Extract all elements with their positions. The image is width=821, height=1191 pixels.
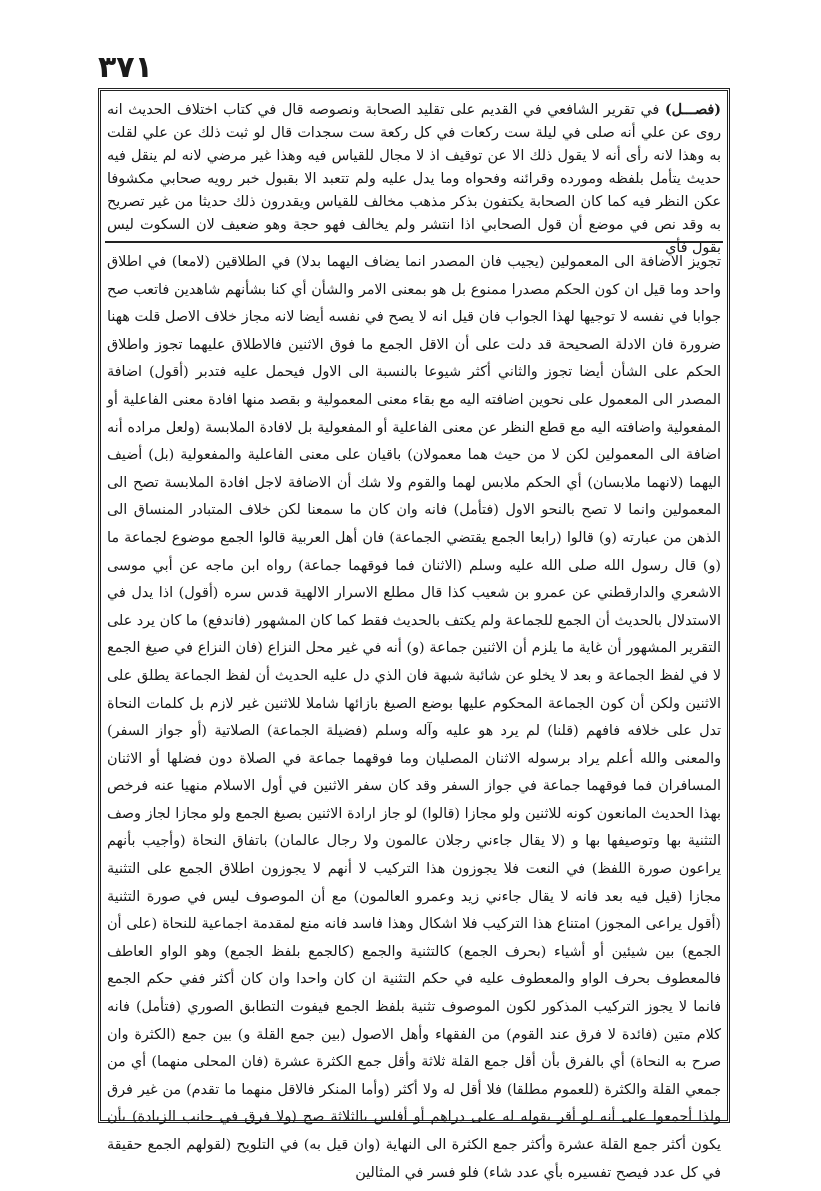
lower-text-block xyxy=(107,249,721,1181)
section-label: (فصـــل) xyxy=(664,102,722,118)
lower-body-text: تجويز الاضافة الى المعمولين (يجيب فان المصدر انما يضاف اليهما بدلا) في الطلاقين (لامعا) في اطلاق واحد وما قيل ان كون الحكم مصدرا ممنوع بل هو بمعنى الامر والشأن أي كنا بشأنهم شاهدين فاتعب صح جوابا في نفسه لا توجيها لهذا الجواب فان قيل انه لا يصح في نفسه أيضا لانه مجاز خلاف الاصل قلت ههنا ضرورة فان الادلة الصحيحة قد دلت على أن الاقل الجمع ما فوق الاثنين فالاطلاق عليهما تجوز واطلاق الحكم على الشأن أيضا تجوز والثاني أكثر شيوعا بالنسبة الى الاول فيحمل عليه فتدبر (أقول) اضافة المصدر الى المعمول على نحوين اضافته اليه مع بقاء معنى المعمولية و بقصد منها افادة معنى الفاعلية أو المفعولية واضافته اليه مع قطع النظر عن معنى الفاعلية أو المفعولية بل لافادة الملابسة (ولعل مراده أنه اضافة الى المعمولين لكن لا من حيث هما معمولان) باقيان على معنى الفاعلية والمفعولية (بل) أضيف اليهما (لانهما ملابسان) أي الحكم ملابس لهما والقوم ولا شك أن الاضافة لاجل افادة الملابسة تصح الى المعمولين وانما لا تصح بالنحو الاول (فتأمل) فانه وان كان ما سمعنا لكن خلاف المتبادر المنساق الى الذهن من عبارته (و) قالوا (رابعا الجمع يقتضي الجماعة) فان أهل العربية قالوا الجمع موضوع لجماعة ما (و) قال رسول الله صلى الله عليه وسلم (الاثنان فما فوقهما جماعة) رواه ابن ماجه عن أبي موسى الاشعري والدارقطني عن عمرو بن شعيب كذا قال مطلع الاسرار الالهية قدس سره (أقول) اذا يدل في الاستدلال بالحديث أن الجمع للجماعة ولم يكتف بالحديث فقط كما كان المشهور (فاندفع) ما كان يرد على التقرير المشهور أن غاية ما يلزم أن الاثنين جماعة (و) أنه في غير محل النزاع (فان النزاع في صيغ الجمع لا في لفظ الجماعة و بعد لا يخلو عن شائبة شبهة فان الذي دل عليه الحديث أن لفظ الجماعة يطلق على الاثنين ولكن أن كون الجماعة المحكوم عليها بوضع الصيغ بازائها شاملا للاثنين غير لازم بل كلمات النحاة تدل على خلافه فافهم (قلنا) لم يرد هو عليه وآله وسلم (فضيلة الجماعة) الصلاتية (أو جواز السفر) والمعنى والله أعلم يراد برسوله الاثنان المصليان وما فوقهما جماعة في الصلاة دون فضلها أو الاثنان المسافران فما فوقهما جماعة في جواز السفر وقد كان سفر الاثنين في أول الاسلام منهيا عنه فرخص بهذا الحديث المانعون كونه للاثنين ولو مجازا (قالوا) لو جاز ارادة الاثنين بصيغ الجمع ولو مجازا لجاز وصف التثنية بها وتوصيفها بها و (لا يقال جاءني رجلان عالمون ولا رجال عالمان) باتفاق النحاة (وأجيب بأنهم يراعون صورة اللفظ) في النعت فلا يجوزون هذا التركيب لا أنهم لا يجوزون اطلاق الجمع على التثنية مجازا (قيل فيه بعد فانه لا يقال جاءني زيد وعمرو العالمون) مع أن الموصوف ليس في صورة التثنية (أقول يراعى المجوز) امتناع هذا التركيب فلا اشكال وهذا فاسد فانه منع لمقدمة اجماعية للنحاة (على أن الجمع) بين شيئين أو أشياء (بحرف الجمع) كالتثنية والجمع (كالجمع بلفظ الجمع) وهو الواو العاطف فالمعطوف بحرف الواو والمعطوف عليه في حكم التثنية ان كان واحدا وان كان أكثر ففي حكم الجمع فانما لا يجوز التركيب المذكور لكون الموصوف تثنية بلفظ الجمع فيفوت التطابق الصوري (فتأمل) فانه كلام متين (فائدة لا فرق عند القوم) من الفقهاء وأهل الاصول (بين جمع القلة و) بين جمع (الكثرة وان صرح به النحاة) أي بالفرق بأن أقل جمع القلة ثلاثة وأقل جمع الكثرة عشرة (فان المحلى منهما) أي من جمعي القلة والكثرة (للعموم مطلقا) فلا أقل له ولا أكثر (وأما المنكر فالاقل منهما ما تقدم) من غير فرق ولذا أجمعوا على أنه لو أقر بقوله له على دراهم أو أفلس بالثلاثة صح (ولا فرق في جانب الزيادة) بأن يكون أكثر جمع القلة عشرة وأكثر جمع الكثرة الى النهاية (وان قيل به) في التلويح (لقولهم الجمع حقيقة في كل عدد فيصح تفسيره بأي عدد شاء) فلو فسر في المثالين xyxy=(107,254,721,1181)
section-divider xyxy=(105,241,723,243)
page-frame xyxy=(98,88,730,1181)
upper-body-text: في تقرير الشافعي في القديم على تقليد الصحابة ونصوصه قال في كتاب اختلاف الحديث انه روى عن علي أنه صلى في ليلة ست ركعات في كل ركعة ست سجدات قال لو ثبت ذلك عن علي لقلت به وهذا لانه رأى أنه لا يقول ذلك الا عن توقيف اذ لا مجال للقياس فيه وهذا غير مرضي لانه لم ينقل فيه حديث يتأمل بلفظه ومورده وقرائنه وفحواه وما يدل عليه ولم تتعبد الا بقبول خبر رويه صحابي مكشوفا عكن النظر فيه كما كان الصحابة يكتفون بذكر مذهب مخالف للقياس ويقدرون ذلك حديثا من غير تصريح به وقد نص في موضع أن قول الصحابي اذا انتشر ولم يخالف فهو حجة وهو ضعيف لان السكوت ليس بقول فأي xyxy=(107,102,721,256)
upper-paragraph xyxy=(107,99,721,260)
page-number: ٣٧١ xyxy=(98,50,153,85)
upper-text-block xyxy=(107,99,722,256)
